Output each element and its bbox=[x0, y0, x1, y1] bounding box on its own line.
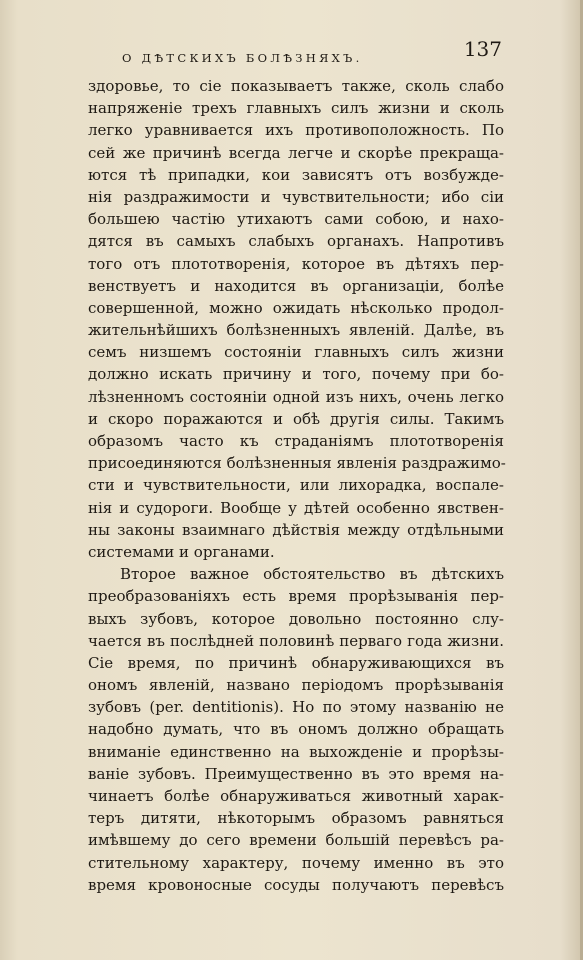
text-line: выхъ зубовъ, которое довольно постоянно слу- bbox=[88, 609, 504, 628]
text-line: ются тѣ припадки, кои зависятъ отъ возбужде- bbox=[88, 165, 504, 184]
text-line: системами и органами. bbox=[88, 542, 275, 561]
text-line: надобно думать, что въ ономъ должно обращать bbox=[88, 720, 504, 739]
text-line: имѣвшему до сего времени большій перевѣсъ ра- bbox=[88, 831, 504, 850]
text-line: того отъ плототворенія, которое въ дѣтяхъ пер- bbox=[88, 254, 504, 273]
text-line: здоровье, то сіе показываетъ также, сколь слабо bbox=[88, 77, 504, 95]
text-line: зубовъ (per. dentitionis). Но по этому названію не bbox=[88, 698, 504, 717]
text-line: венствуетъ и находится въ организаціи, болѣе bbox=[88, 276, 504, 295]
text-line: напряженіе трехъ главныхъ силъ жизни и сколь bbox=[88, 99, 504, 118]
text-line: ваніе зубовъ. Преимущественно въ это время на- bbox=[88, 764, 504, 783]
text-line: должно искать причину и того, почему при бо- bbox=[88, 365, 504, 384]
text-line: нія раздражимости и чувствительности; ибо сіи bbox=[88, 187, 504, 206]
text-line: большею частію утихаютъ сами собою, и нахо- bbox=[88, 210, 504, 229]
body-text bbox=[88, 75, 504, 896]
text-line: лѣзненномъ состояніи одной изъ нихъ, очень легко bbox=[88, 387, 504, 406]
text-line: совершенной, можно ожидать нѣсколько продол- bbox=[88, 298, 504, 317]
text-line: сти и чувствительности, или лихорадка, воспале- bbox=[88, 476, 504, 495]
text-line: и скоро поражаются и обѣ другія силы. Такимъ bbox=[88, 409, 504, 428]
text-line: нія и судороги. Вообще у дѣтей особенно явствен- bbox=[88, 498, 504, 517]
text-line: теръ дитяти, нѣкоторымъ образомъ равняться bbox=[88, 809, 504, 828]
text-line: образомъ часто къ страданіямъ плототворенія bbox=[88, 432, 504, 450]
text-line: преобразованіяхъ есть время прорѣзыванія пер- bbox=[88, 587, 504, 606]
text-line: Сіе время, по причинѣ обнаруживающихся въ bbox=[88, 653, 504, 672]
text-line: легко уравнивается ихъ противоположность. По bbox=[88, 121, 504, 140]
page-number: 137 bbox=[463, 37, 502, 61]
text-line: ны законы взаимнаго дѣйствія между отдѣльными bbox=[88, 520, 504, 539]
text-line: жительнѣйшихъ болѣзненныхъ явленій. Далѣе, въ bbox=[88, 321, 504, 340]
running-head bbox=[90, 37, 502, 70]
text-line: семъ низшемъ состояніи главныхъ силъ жизни bbox=[88, 343, 504, 362]
text-line: время кровоносные сосуды получаютъ перевѣсъ bbox=[88, 875, 504, 894]
text-line: чается въ послѣдней половинѣ перваго года жизни. bbox=[88, 631, 504, 650]
text-line: сей же причинѣ всегда легче и скорѣе прекраща- bbox=[88, 143, 504, 162]
text-line: присоединяются болѣзненныя явленія раздражимо- bbox=[88, 454, 506, 473]
text-line: стительному характеру, почему именно въ это bbox=[88, 853, 504, 872]
text-line: вниманіе единственно на выхожденіе и прорѣзы- bbox=[88, 742, 504, 761]
running-title: О ДѢТСКИХЪ БОЛѢЗНЯХЪ. bbox=[122, 51, 363, 65]
paragraph-first-line: Второе важное обстоятельство въ дѣтскихъ bbox=[120, 565, 504, 584]
text-line: дятся въ самыхъ слабыхъ органахъ. Напротивъ bbox=[88, 232, 504, 251]
text-line: чинаетъ болѣе обнаруживаться животный харак- bbox=[88, 787, 504, 805]
text-line: ономъ явленій, названо періодомъ прорѣзыванія bbox=[88, 676, 504, 695]
